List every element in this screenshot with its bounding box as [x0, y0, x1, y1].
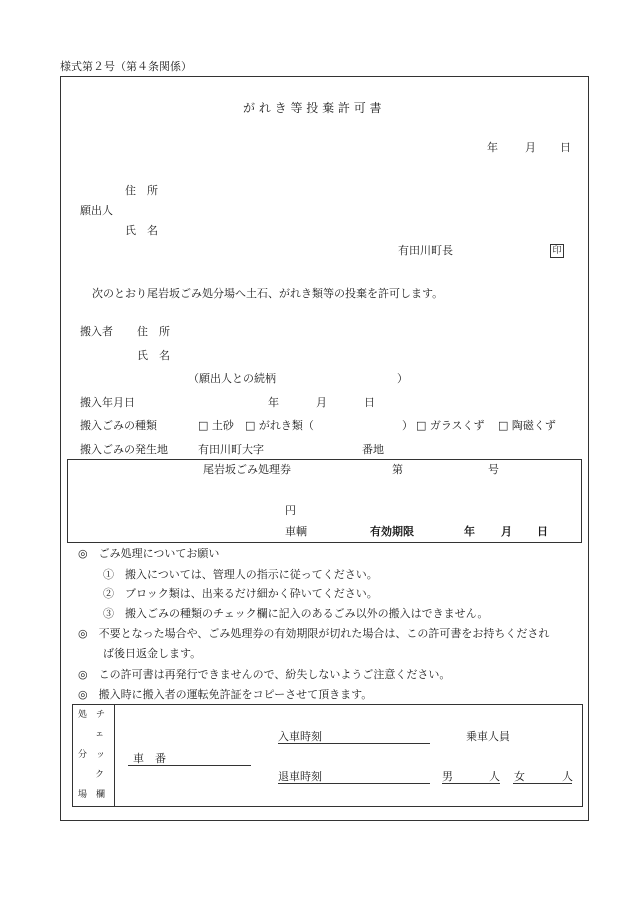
- female-line: [513, 783, 572, 784]
- waste-option-soil: □ 土砂: [198, 419, 234, 432]
- check-col-2: ェ: [95, 729, 105, 739]
- date-month: 月: [525, 141, 536, 154]
- delivery-month: 月: [316, 396, 327, 409]
- car-number-line: [128, 765, 251, 766]
- waste-rubble-close: ）: [402, 419, 413, 432]
- origin-label: 搬入ごみの発生地: [80, 443, 168, 456]
- male-person-unit: 人: [489, 770, 500, 783]
- ticket-vehicle: 車輌: [285, 525, 307, 538]
- applicant-name-label: 氏 名: [125, 224, 158, 237]
- ticket-day: 日: [537, 525, 548, 538]
- delivery-date-label: 搬入年月日: [80, 396, 135, 409]
- waste-option-ceramic: □ 陶磁くず: [498, 419, 556, 432]
- delivery-day: 日: [364, 396, 375, 409]
- issuer-name: 有田川町長: [398, 244, 453, 257]
- carrier-address-label: 住 所: [137, 325, 170, 338]
- female-label: 女: [514, 770, 525, 783]
- ticket-name: 尾岩坂ごみ処理券: [203, 463, 291, 476]
- ticket-validity: 有効期限: [370, 525, 414, 538]
- note-5: ◎ この許可書は再発行できませんので、紛失しないようご注意ください。: [78, 668, 451, 681]
- ticket-yen: 円: [285, 504, 296, 517]
- applicant-group-label: 願出人: [80, 204, 113, 217]
- entry-time-line: [278, 743, 430, 744]
- exit-time-line: [278, 783, 430, 784]
- check-col-5: 場 欄: [78, 790, 106, 800]
- origin-lot: 番地: [362, 443, 384, 456]
- ticket-no-suffix: 号: [488, 463, 499, 476]
- exit-time-label: 退車時刻: [278, 770, 322, 783]
- car-number-label: 車 番: [133, 752, 166, 765]
- relation-open: （願出人との続柄: [188, 372, 276, 385]
- carrier-label: 搬入者: [80, 325, 113, 338]
- seal-mark: 印: [550, 244, 564, 258]
- male-label: 男: [442, 770, 453, 783]
- applicant-address-label: 住 所: [125, 184, 158, 197]
- date-day: 日: [560, 141, 571, 154]
- entry-time-label: 入車時刻: [278, 730, 322, 743]
- note-4b: ば後日返金します。: [103, 647, 202, 660]
- male-line: [442, 783, 500, 784]
- note-4a: ◎ 不要となった場合や、ごみ処理券の有効期限が切れた場合は、この許可書をお持ちくだされ: [78, 627, 550, 640]
- note-1: ① 搬入については、管理人の指示に従ってください。: [103, 568, 378, 581]
- note-2: ② ブロック類は、出来るだけ細かく砕いてください。: [103, 587, 378, 600]
- form-title: が れ き 等 投 棄 許 可 書: [243, 101, 382, 115]
- date-year: 年: [487, 141, 498, 154]
- waste-type-label: 搬入ごみの種類: [80, 419, 157, 432]
- check-col-1: 処 チ: [78, 710, 106, 720]
- note-3: ③ 搬入ごみの種類のチェック欄に記入のあるごみ以外の搬入はできません。: [103, 607, 489, 620]
- check-box-divider: [114, 704, 115, 807]
- ticket-year: 年: [464, 525, 475, 538]
- waste-option-glass: □ ガラスくず: [416, 419, 485, 432]
- carrier-name-label: 氏 名: [137, 349, 170, 362]
- check-col-3: 分 ッ: [78, 750, 106, 760]
- check-col-4: ク: [95, 770, 105, 780]
- relation-close: ）: [397, 372, 408, 385]
- ticket-no-prefix: 第: [392, 463, 403, 476]
- female-person-unit: 人: [562, 770, 573, 783]
- form-label: 様式第２号（第４条関係）: [60, 60, 192, 73]
- origin-place: 有田川町大字: [198, 443, 264, 456]
- passengers-label: 乗車人員: [466, 730, 510, 743]
- delivery-year: 年: [268, 396, 279, 409]
- permission-text: 次のとおり尾岩坂ごみ処分場へ土石、がれき類等の投棄を許可します。: [92, 287, 444, 300]
- ticket-month: 月: [501, 525, 512, 538]
- note-6: ◎ 搬入時に搬入者の運転免許証をコピーさせて頂きます。: [78, 688, 373, 701]
- waste-option-rubble: □ がれき類（: [245, 419, 314, 432]
- notes-header: ◎ ごみ処理についてお願い: [78, 547, 220, 560]
